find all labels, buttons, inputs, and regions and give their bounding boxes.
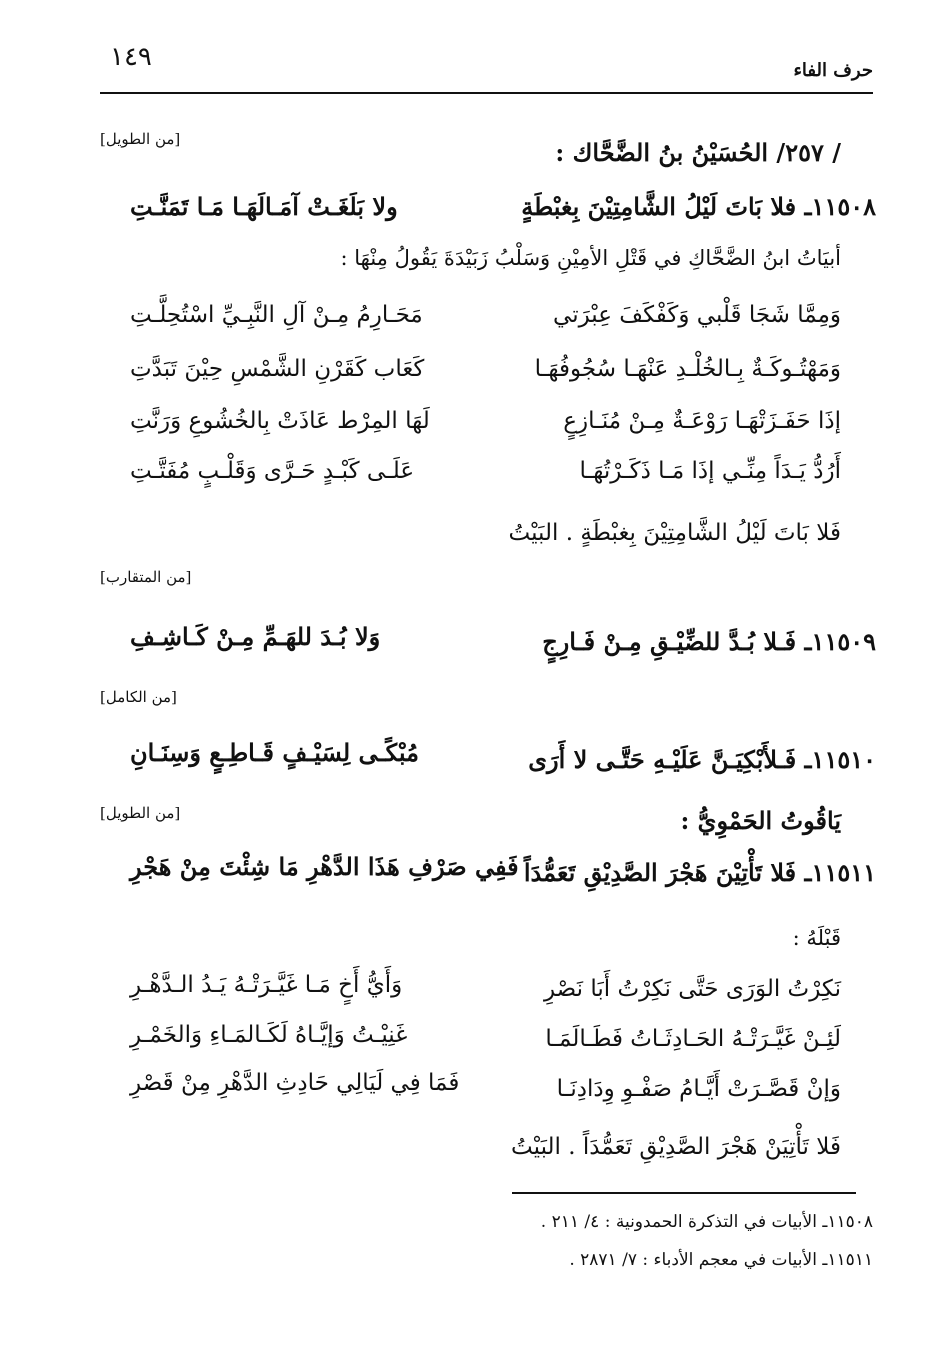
- meter-label-tawil-2: [من الطويل]: [100, 804, 181, 822]
- chapter-title: حرف الفاء: [793, 60, 873, 81]
- footnote-1511: ١١٥١١ـ الأبيات في معجم الأدباء : ٧/ ٢٨٧١ .: [569, 1250, 873, 1270]
- yaqut-poem-line-1-left: وَأَيُّ أَخٍ مَـا غَيَّـرَتْـهُ يَـدُ الـدَّهْـرِ: [130, 972, 403, 998]
- footnote-rule: [512, 1192, 856, 1194]
- poem-line-3-left: لَهَا المِرْط عَاذَتْ بِالخُشُوعِ وَرَنَّتِ: [130, 408, 430, 434]
- yaqut-poem-line-3-right: وَإنْ قَصَّـرَتْ أَيَّـامُ صَفْـوِ وِدَادِنَـا: [556, 1076, 841, 1102]
- poem-intro: أبيَاتُ ابنُ الضَّحَّاكِ في قَتْلِ الأمِيْنِ وَسَلْبُ زَبَيْدَةَ يَقُولُ مِنْهَا :: [340, 246, 841, 270]
- verse-1508-left: ولا بَلَغَـتْ آمَـالَهَـا مَـا تَمَنَّـتِ: [130, 192, 398, 221]
- poem-line-1-left: مَحَـارِمُ مِـنْ آلِ النَّبِـيِّ اسْتُحِلَّـتِ: [130, 302, 423, 328]
- footnote-1508: ١١٥٠٨ـ الأبيات في التذكرة الحمدونية : ٤/ ٢١١ .: [540, 1212, 873, 1232]
- header-rule: [100, 92, 873, 94]
- poem-line-1-right: وَمِمَّا شَجَا قَلْبي وَكَفْكَفَ عِبْرَتي: [553, 302, 841, 328]
- verse-1508-right: ١١٥٠٨ـ فلا بَاتَ لَيْلُ الشَّامِتِيْنَ بِغبْطَةٍ: [521, 192, 876, 221]
- section-heading-yaqut: يَاقُوتُ الحَمْوِيُّ :: [680, 806, 841, 835]
- verse-1509-right: ١١٥٠٩ـ فَـلا بُـدَّ للضِّيْـقِ مِـنْ فَـارِجٍ: [542, 627, 876, 656]
- yaqut-poem-line-1-right: نَكِرْتُ الوَرَى حَتَّى نَكِرْتُ أَبَا نَصْرِ: [543, 976, 841, 1002]
- verse-1511-left: فَفِي صَرْفِ هَذَا الدَّهْرِ مَا شِئْتَ مِنْ هَجْرِ: [130, 852, 519, 881]
- yaqut-poem-line-3-left: فَمَا فِي لَيَالِي حَادِثِ الدَّهْرِ مِنْ قَصْرِ: [130, 1070, 460, 1096]
- yaqut-poem-line-2-left: غَنِيْـتُ وَإيَّـاهُ لَكَـالمَـاءِ وَالخَمْـرِ: [130, 1022, 408, 1048]
- yaqut-poem-line-2-right: لَئِـنْ غَيَّـرَتْـهُ الحَـادِثَـاتُ فَطَـالَمَـا: [545, 1026, 841, 1052]
- meter-label-kamil: [من الكامل]: [100, 688, 177, 706]
- section-heading-hussein: / ٢٥٧/ الحُسَيْنُ بنُ الضَّحَّاك :: [555, 138, 841, 167]
- meter-label-mutaqarib: [من المتقارب]: [100, 568, 192, 586]
- before-label: قَبْلَهُ :: [792, 926, 841, 950]
- poem-line-3-right: إذَا حَفَـزَتْهَـا رَوْعَـةٌ مِـنْ مُنَـازِعٍ: [563, 408, 841, 434]
- poem-line-4-left: عَلَـى كَبْـدٍ حَـرَّى وَقَلْـبٍ مُفَتَّـتِ: [130, 458, 415, 484]
- poem-line-2-right: وَمَهْتُـوكَـةٌ بِـالخُلْـدِ عَنْهَـا سُجُوفُهَـا: [534, 356, 841, 382]
- page-number: ١٤٩: [110, 42, 152, 72]
- verse-1510-right: ١١٥١٠ـ فَـلأَبْكِيَـنَّ عَلَيْـهِ حَتَّـى لا أَرَى: [528, 745, 876, 774]
- verse-1509-left: وَلا بُـدَ للهَـمِّ مِـنْ كَـاشِـفِ: [130, 622, 381, 651]
- meter-label-tawil-1: [من الطويل]: [100, 130, 181, 148]
- yaqut-poem-closing: فَلا تَأْتِيَنْ هَجْرَ الصَّدِيْقِ تَعَمُّدَاً . البَيْتُ: [511, 1134, 841, 1160]
- verse-1510-left: مُبْكًـى لِسَيْـفٍ قَـاطِـعٍ وَسِنَـانِ: [130, 738, 419, 767]
- poem-closing: فَلا بَاتَ لَيْلُ الشَّامِتِيْنَ بِغبْطَةٍ . البَيْتُ: [508, 520, 841, 546]
- poem-line-4-right: أَرُدُّ يَـدَاً مِنِّـي إذَا مَـا ذَكَـرْتُهَـا: [579, 458, 841, 484]
- verse-1511-right: ١١٥١١ـ فَلا تَأْتِيْنَ هَجْرَ الصَّدِيْقِ تَعَمُّدَاً: [523, 858, 876, 887]
- poem-line-2-left: كَعَاب كَقَرْنِ الشَّمْسِ حِيْنَ تَبَدَّتِ: [130, 356, 425, 382]
